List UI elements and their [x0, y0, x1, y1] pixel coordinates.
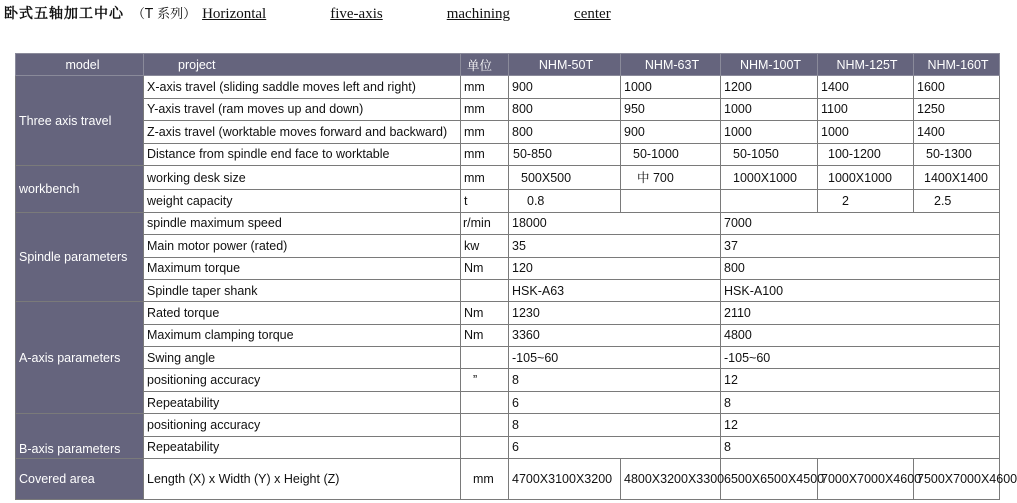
- cell-value: 4700X3100X3200: [509, 459, 621, 500]
- cell-value: 12: [721, 369, 1000, 391]
- header-nhm-63t: NHM-63T: [621, 54, 721, 76]
- row-unit: [461, 414, 509, 436]
- cell-value: 7500X7000X4600: [914, 459, 1000, 500]
- title-word-2: five-axis: [330, 6, 383, 22]
- row-project: Repeatability: [144, 391, 461, 413]
- cell-value: 8: [721, 391, 1000, 413]
- table-row: [16, 143, 1000, 165]
- table-row: [16, 414, 1000, 436]
- table-row: [16, 279, 1000, 301]
- row-unit: mm: [461, 98, 509, 120]
- cell-value: [621, 190, 721, 212]
- row-project: Y-axis travel (ram moves up and down): [144, 98, 461, 120]
- table-row: [16, 121, 1000, 143]
- cell-value: 900: [509, 76, 621, 98]
- page-title: [4, 3, 994, 25]
- cell-value: 1400: [914, 121, 1000, 143]
- group-covered-area: Covered area: [16, 459, 144, 500]
- table-row: [16, 257, 1000, 279]
- cell-value: 50-1300: [914, 143, 1000, 165]
- cell-value: 2: [818, 190, 914, 212]
- cell-value: 50-1000: [621, 143, 721, 165]
- row-project: Repeatability: [144, 436, 461, 458]
- row-project: positioning accuracy: [144, 414, 461, 436]
- header-nhm-100t: NHM-100T: [721, 54, 818, 76]
- cell-value: 1250: [914, 98, 1000, 120]
- cell-value: 1000: [721, 121, 818, 143]
- cell-value: 1400: [818, 76, 914, 98]
- row-unit: mm: [461, 121, 509, 143]
- cell-value: -105~60: [509, 347, 721, 369]
- row-project: working desk size: [144, 165, 461, 189]
- title-word-1: Horizontal: [202, 6, 267, 22]
- cell-value: 1230: [509, 302, 721, 324]
- cell-value: 12: [721, 414, 1000, 436]
- row-unit: Nm: [461, 257, 509, 279]
- row-project: Distance from spindle end face to worktable: [144, 143, 461, 165]
- group-b-axis-parameters: B-axis parameters: [16, 414, 144, 459]
- header-nhm-50t: NHM-50T: [509, 54, 621, 76]
- cell-value: -105~60: [721, 347, 1000, 369]
- group-workbench: workbench: [16, 165, 144, 212]
- table-row: [16, 76, 1000, 98]
- row-project: Swing angle: [144, 347, 461, 369]
- row-unit: [461, 347, 509, 369]
- cell-value: [721, 190, 818, 212]
- cell-value: 800: [509, 121, 621, 143]
- row-project: Z-axis travel (worktable moves forward and backward): [144, 121, 461, 143]
- title-series: （T 系列）: [132, 7, 197, 22]
- cell-value: 37: [721, 235, 1000, 257]
- cell-value: 2110: [721, 302, 1000, 324]
- table-row: [16, 369, 1000, 391]
- table-row: [16, 212, 1000, 234]
- row-project: Maximum torque: [144, 257, 461, 279]
- row-project: Maximum clamping torque: [144, 324, 461, 346]
- row-unit: mm: [461, 143, 509, 165]
- row-unit: r/min: [461, 212, 509, 234]
- row-unit: mm: [461, 165, 509, 189]
- row-project: spindle maximum speed: [144, 212, 461, 234]
- table-row: [16, 235, 1000, 257]
- cell-value: 18000: [509, 212, 721, 234]
- cell-value: 1400X1400: [914, 165, 1000, 189]
- cell-value: HSK-A100: [721, 279, 1000, 301]
- table-row: [16, 391, 1000, 413]
- table-row: [16, 459, 1000, 500]
- title-word-4: center: [574, 6, 611, 22]
- header-row: [16, 54, 1000, 76]
- cell-value: 7000: [721, 212, 1000, 234]
- title-word-3: machining: [446, 6, 511, 22]
- cell-value: 1000: [721, 98, 818, 120]
- cell-value: 1100: [818, 98, 914, 120]
- row-project: positioning accuracy: [144, 369, 461, 391]
- row-unit: mm: [461, 459, 509, 500]
- table-row: [16, 436, 1000, 458]
- cell-value: 100-1200: [818, 143, 914, 165]
- cell-value: 中 700: [621, 165, 721, 189]
- cell-value: 50-850: [509, 143, 621, 165]
- cell-value: 1200: [721, 76, 818, 98]
- header-nhm-125t: NHM-125T: [818, 54, 914, 76]
- header-nhm-160t: NHM-160T: [914, 54, 1000, 76]
- row-project: weight capacity: [144, 190, 461, 212]
- spec-table: [15, 53, 1017, 500]
- row-project: X-axis travel (sliding saddle moves left and right): [144, 76, 461, 98]
- cell-value: 6: [509, 436, 721, 458]
- cell-value: 6500X6500X4500: [721, 459, 818, 500]
- group-a-axis-parameters: A-axis parameters: [16, 302, 144, 414]
- cell-value: 1000: [818, 121, 914, 143]
- cell-value: 120: [509, 257, 721, 279]
- cell-value: 800: [721, 257, 1000, 279]
- cell-value: 1000X1000: [818, 165, 914, 189]
- cell-value: 7000X7000X4600: [818, 459, 914, 500]
- cell-value: 4800: [721, 324, 1000, 346]
- cell-value: 1000X1000: [721, 165, 818, 189]
- table-row: [16, 190, 1000, 212]
- cell-value: 50-1050: [721, 143, 818, 165]
- table-row: [16, 165, 1000, 189]
- row-unit: [461, 436, 509, 458]
- row-project: Rated torque: [144, 302, 461, 324]
- header-project: project: [144, 54, 461, 76]
- table-row: [16, 347, 1000, 369]
- cell-value: 35: [509, 235, 721, 257]
- cell-value: 500X500: [509, 165, 621, 189]
- row-unit: [461, 391, 509, 413]
- header-unit: 单位: [461, 54, 509, 76]
- table-row: [16, 324, 1000, 346]
- cell-value: 6: [509, 391, 721, 413]
- cell-value: 8: [509, 369, 721, 391]
- cell-value: 1000: [621, 76, 721, 98]
- cell-value: 8: [509, 414, 721, 436]
- row-project: Length (X) x Width (Y) x Height (Z): [144, 459, 461, 500]
- row-unit: Nm: [461, 324, 509, 346]
- cell-value: 1600: [914, 76, 1000, 98]
- row-unit: mm: [461, 76, 509, 98]
- cell-value: 4800X3200X3300: [621, 459, 721, 500]
- row-unit: kw: [461, 235, 509, 257]
- cell-value: 3360: [509, 324, 721, 346]
- cell-value: 800: [509, 98, 621, 120]
- cell-value: 2.5: [914, 190, 1000, 212]
- cell-value: 900: [621, 121, 721, 143]
- title-chinese: 卧式五轴加工中心: [4, 6, 124, 22]
- row-unit: ”: [461, 369, 509, 391]
- group-spindle-parameters: Spindle parameters: [16, 212, 144, 302]
- header-model: model: [16, 54, 144, 76]
- cell-value: HSK-A63: [509, 279, 721, 301]
- row-project: Spindle taper shank: [144, 279, 461, 301]
- table-row: [16, 98, 1000, 120]
- group-three-axis-travel: Three axis travel: [16, 76, 144, 166]
- row-unit: t: [461, 190, 509, 212]
- cell-value: 8: [721, 436, 1000, 458]
- row-unit: Nm: [461, 302, 509, 324]
- cell-value: 0.8: [509, 190, 621, 212]
- row-project: Main motor power (rated): [144, 235, 461, 257]
- row-unit: [461, 279, 509, 301]
- cell-value: 950: [621, 98, 721, 120]
- table-row: [16, 302, 1000, 324]
